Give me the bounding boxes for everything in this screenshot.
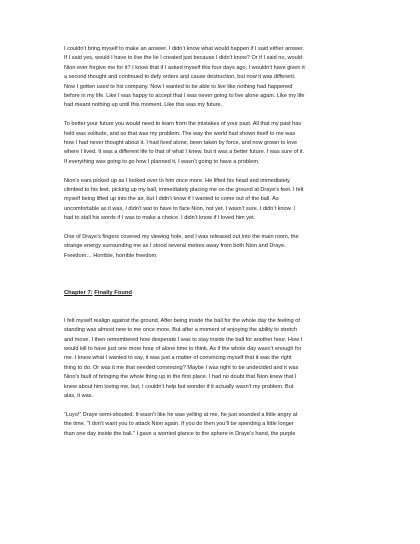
story-text-before-chapter [64, 45, 364, 261]
text-line: me. I knew what I wanted to say, it was just a matter of convincing myself that it was the right [64, 355, 292, 362]
paragraph [64, 411, 364, 439]
text-line: standing was almost new to me once more. But after a moment of enjoying the ability to stretch [64, 327, 298, 334]
story-text-after-chapter [64, 317, 364, 439]
text-line: “Luyo!” Draye semi-shouted. It wasn’t like he was yelling at me, he just sounded a little angry at [64, 411, 298, 418]
text-line: a second thought and continued to defy orders and cause destruction, but now it was different. [64, 74, 296, 81]
text-line: One of Draye’s fingers covered my viewing hole, and I was released out into the main room, the [64, 234, 299, 241]
text-line: If everything was going to go how I planned it, I wasn’t going to have a problem. [64, 158, 260, 165]
chapter-heading [64, 289, 364, 298]
text-line: I felt myself realign against the ground. After being inside the ball for the whole day the feeling of [64, 317, 300, 324]
text-line: the time. “I don’t want you to attack Nion again. If you do then you’ll be spending a little longer [64, 421, 294, 428]
text-line: would kill to have just one more hour of alone time to think. As if the whole day wasn’t enough for [64, 345, 302, 352]
chapter-number: Chapter 7: [64, 290, 93, 297]
text-line: thing to do. Or was it me that needed convincing? Maybe I was right to be undecided and it was [64, 364, 299, 371]
text-line: and move, I then remembered how desperate I was to stay inside the ball for another hour. How I [64, 336, 303, 343]
text-line: Now I gotten used to his company. Now I wanted to be able to live like nothing had happened [64, 83, 293, 90]
text-line: If I said yes, would I have to live the lie I created just because I didn’t know? Or if I said no, would [64, 55, 303, 62]
text-line: climbed to his feet, picking up my ball, immediately placing me on the ground at Draye’s feet. I felt [64, 187, 304, 194]
paragraph [64, 45, 364, 111]
text-line: before in my life. Like I was happy to accept that I was never going to live alone again. Like my life [64, 93, 305, 100]
text-line: Nion ever forgive me for it? I know that if I asked myself this four days ago, I wouldn’t have given it [64, 64, 305, 71]
text-line: had to stall his words if I was to make a choice. I didn’t know if I loved him yet. [64, 215, 256, 222]
text-line: had meant nothing up until this moment. Like this was my future. [64, 102, 223, 109]
text-line: strange energy surrounding me as I stood several metres away from both Nion and Draye. [64, 243, 286, 250]
text-line: how I had never thought about it. I had lived alone, been taken by force, and now grown to love [64, 140, 298, 147]
text-line: held was solitude, and so that was my problem. The way the world had shown itself to me was [64, 130, 296, 137]
paragraph [64, 177, 364, 224]
paragraph [64, 120, 364, 167]
text-line: Freedom… Horrible, horrible freedom. [64, 252, 158, 259]
text-line: knew about him loving me, but, I couldn’t help but wonder if it actually wasn’t my problem. But [64, 383, 294, 390]
text-line: Nion’s ears picked up as I looked over to him once more. He lifted his head and immediately [64, 177, 290, 184]
text-line: alas, it was. [64, 392, 93, 399]
text-line: myself being lifted up into the air, but I didn’t know if I wanted to come out of the ball. As [64, 196, 279, 203]
text-line: I couldn’t bring myself to make an answer. I didn’t know what would happen if I said either answer. [64, 46, 305, 52]
text-line: where I lived. It was a different life to that of what I knew, but it was a better future. I was sure of it. [64, 149, 305, 156]
chapter-title: Finally Found [94, 290, 132, 297]
text-line: To better your future you would need to learn from the mistakes of your past. All that my past has [64, 121, 302, 128]
text-line: Nion’s fault of bringing the whole thing up in the first place. I had no doubt that Nion knew that I [64, 374, 297, 381]
paragraph [64, 317, 364, 402]
text-line: than one day inside the ball.” I gave a worried glance to the sphere in Draye’s hand, the purple [64, 430, 296, 437]
text-line: uncomfortable as it was, I didn’t wat to have to face Nion, not yet. I wasn’t sure. I didn’t know. I [64, 205, 295, 212]
paragraph [64, 233, 364, 261]
